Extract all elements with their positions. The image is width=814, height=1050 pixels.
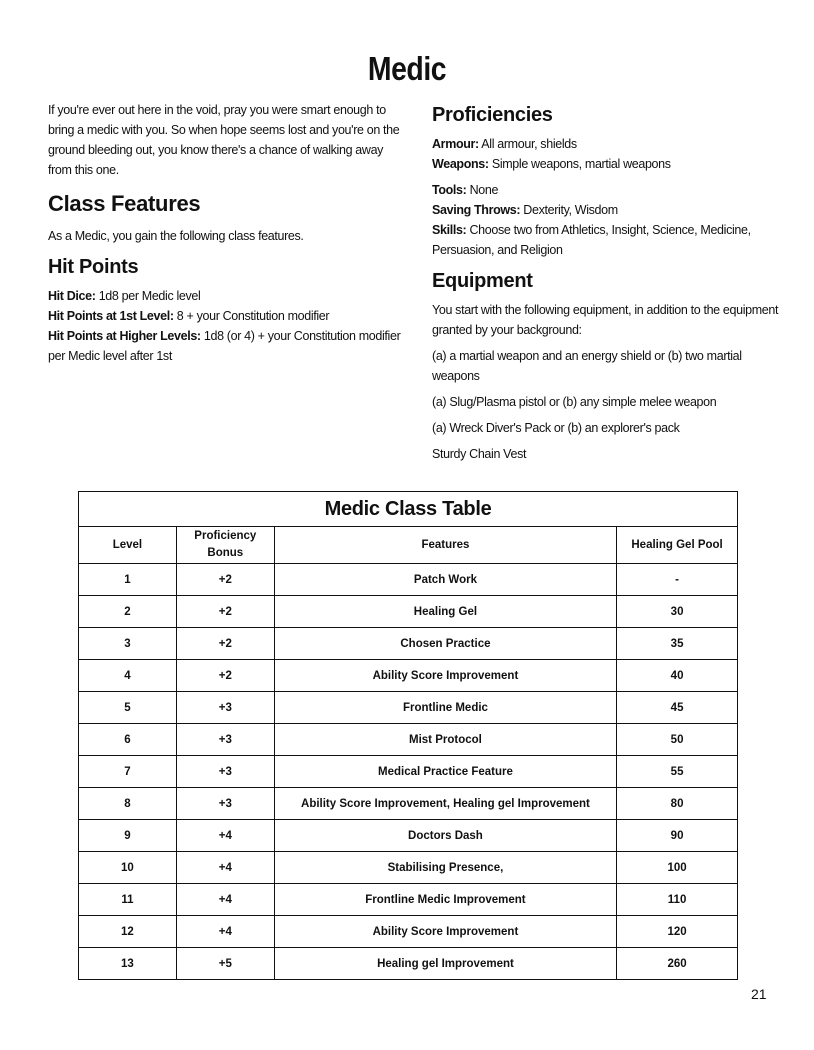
cell-healing-gel-pool: 35	[617, 628, 738, 660]
table-row	[79, 660, 738, 692]
cell-healing-gel-pool: 90	[617, 820, 738, 852]
hp-higher-levels-value: 1d8 (or 4) + your Constitution modifier per Medic level after 1st	[48, 329, 401, 363]
cell-proficiency-bonus: +2	[176, 660, 274, 692]
hp-higher-levels-line	[48, 326, 408, 366]
cell-level: 4	[79, 660, 177, 692]
class-features-text: As a Medic, you gain the following class features.	[48, 229, 304, 243]
equipment-intro: You start with the following equipment, in addition to the equipment granted by your background:	[432, 303, 779, 337]
cell-healing-gel-pool: 100	[617, 852, 738, 884]
cell-level: 9	[79, 820, 177, 852]
cell-proficiency-bonus: +4	[176, 916, 274, 948]
table-row	[79, 820, 738, 852]
table-row	[79, 564, 738, 596]
hp-first-level-value: 8 + your Constitution modifier	[176, 309, 330, 323]
cell-features: Ability Score Improvement	[274, 916, 616, 948]
cell-level: 7	[79, 756, 177, 788]
page-title: Medic	[367, 50, 447, 87]
hp-first-level-label: Hit Points at 1st Level:	[48, 309, 174, 323]
cell-healing-gel-pool: 120	[617, 916, 738, 948]
table-row	[79, 788, 738, 820]
cell-healing-gel-pool: 50	[617, 724, 738, 756]
cell-healing-gel-pool: 110	[617, 884, 738, 916]
cell-level: 11	[79, 884, 177, 916]
cell-level: 6	[79, 724, 177, 756]
cell-features: Patch Work	[274, 564, 616, 596]
weapons-label: Weapons:	[432, 157, 489, 171]
equipment-heading: Equipment	[432, 270, 533, 292]
table-row	[79, 852, 738, 884]
table-body	[79, 564, 738, 980]
table-row	[79, 756, 738, 788]
cell-level: 1	[79, 564, 177, 596]
tools-value: None	[469, 183, 499, 197]
equipment-item: (a) Wreck Diver's Pack or (b) an explorer's pack	[432, 421, 680, 435]
hit-dice-value: 1d8 per Medic level	[98, 289, 201, 303]
equipment-item: (a) a martial weapon and an energy shield or (b) two martial weapons	[432, 349, 742, 383]
cell-features: Ability Score Improvement, Healing gel Improvement	[274, 788, 616, 820]
cell-features: Medical Practice Feature	[274, 756, 616, 788]
hit-dice-line	[48, 286, 408, 306]
armour-line	[432, 134, 792, 154]
cell-proficiency-bonus: +3	[176, 756, 274, 788]
table-title: Medic Class Table	[79, 492, 738, 527]
cell-healing-gel-pool: 40	[617, 660, 738, 692]
header-healing-gel-pool: Healing Gel Pool	[617, 527, 738, 564]
cell-features: Frontline Medic Improvement	[274, 884, 616, 916]
cell-level: 12	[79, 916, 177, 948]
cell-level: 8	[79, 788, 177, 820]
weapons-line	[432, 154, 792, 174]
armour-label: Armour:	[432, 137, 479, 151]
tools-line	[432, 180, 792, 200]
table-row	[79, 628, 738, 660]
class-features-heading: Class Features	[48, 191, 201, 216]
table-row	[79, 596, 738, 628]
cell-features: Frontline Medic	[274, 692, 616, 724]
cell-proficiency-bonus: +2	[176, 564, 274, 596]
table-row	[79, 692, 738, 724]
table-row	[79, 948, 738, 980]
cell-proficiency-bonus: +3	[176, 692, 274, 724]
header-features: Features	[274, 527, 616, 564]
table-row	[79, 724, 738, 756]
cell-proficiency-bonus: +3	[176, 788, 274, 820]
skills-line	[432, 220, 792, 260]
cell-features: Healing Gel	[274, 596, 616, 628]
cell-features: Doctors Dash	[274, 820, 616, 852]
equipment-item: (a) Slug/Plasma pistol or (b) any simple melee weapon	[432, 395, 717, 409]
cell-healing-gel-pool: 80	[617, 788, 738, 820]
hit-points-list	[48, 286, 408, 366]
cell-proficiency-bonus: +2	[176, 628, 274, 660]
hp-first-level-line	[48, 306, 408, 326]
page-number: 21	[751, 986, 767, 1002]
hit-points-heading: Hit Points	[48, 256, 139, 278]
tools-label: Tools:	[432, 183, 467, 197]
header-level: Level	[79, 527, 177, 564]
proficiencies-heading: Proficiencies	[432, 104, 553, 126]
armour-value: All armour, shields	[481, 137, 577, 151]
hit-dice-label: Hit Dice:	[48, 289, 96, 303]
cell-proficiency-bonus: +4	[176, 820, 274, 852]
skills-label: Skills:	[432, 223, 467, 237]
header-proficiency-bonus: Proficiency Bonus	[176, 527, 274, 564]
saving-throws-line	[432, 200, 792, 220]
cell-level: 2	[79, 596, 177, 628]
left-column	[48, 100, 408, 366]
weapons-value: Simple weapons, martial weapons	[491, 157, 671, 171]
cell-healing-gel-pool: 260	[617, 948, 738, 980]
cell-proficiency-bonus: +4	[176, 884, 274, 916]
cell-level: 5	[79, 692, 177, 724]
cell-healing-gel-pool: 45	[617, 692, 738, 724]
cell-healing-gel-pool: 30	[617, 596, 738, 628]
cell-features: Healing gel Improvement	[274, 948, 616, 980]
right-column	[432, 100, 792, 464]
cell-proficiency-bonus: +5	[176, 948, 274, 980]
skills-value: Choose two from Athletics, Insight, Science, Medicine, Persuasion, and Religion	[432, 223, 751, 257]
saving-throws-value: Dexterity, Wisdom	[523, 203, 618, 217]
cell-level: 13	[79, 948, 177, 980]
cell-features: Mist Protocol	[274, 724, 616, 756]
table-row	[79, 884, 738, 916]
cell-proficiency-bonus: +4	[176, 852, 274, 884]
cell-healing-gel-pool: 55	[617, 756, 738, 788]
cell-level: 10	[79, 852, 177, 884]
saving-throws-label: Saving Throws:	[432, 203, 521, 217]
cell-proficiency-bonus: +3	[176, 724, 274, 756]
cell-level: 3	[79, 628, 177, 660]
cell-features: Stabilising Presence,	[274, 852, 616, 884]
cell-features: Chosen Practice	[274, 628, 616, 660]
table-row	[79, 916, 738, 948]
proficiencies-list	[432, 134, 792, 260]
intro-paragraph: If you're ever out here in the void, pray you were smart enough to bring a medic with you. So when hope seems lost and you're on the ground bleeding out, you know there's a chance of walking away from this one.	[48, 103, 400, 177]
cell-features: Ability Score Improvement	[274, 660, 616, 692]
equipment-item: Sturdy Chain Vest	[432, 447, 527, 461]
hp-higher-levels-label: Hit Points at Higher Levels:	[48, 329, 201, 343]
cell-proficiency-bonus: +2	[176, 596, 274, 628]
medic-class-table	[78, 491, 738, 980]
cell-healing-gel-pool: -	[617, 564, 738, 596]
